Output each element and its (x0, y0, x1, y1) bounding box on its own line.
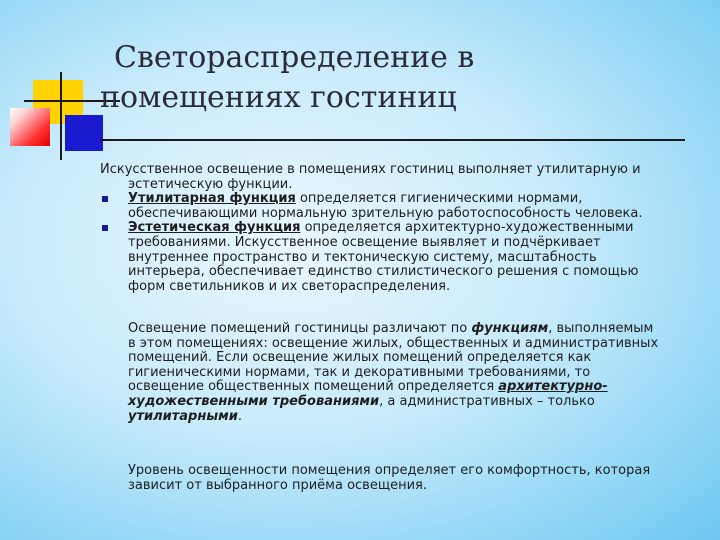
title-underline (100, 139, 685, 141)
decor-blue-square (65, 115, 103, 151)
bullet-2-line-2: требованиями. Искусственное освещение выявляет и подчёркивает (128, 234, 601, 250)
bullet-2-text: определяется архитектурно-художественными (300, 220, 634, 236)
comfort-paragraph (122, 464, 697, 493)
para2-line-3: помещений. Если освещение жилых помещений определяется как (128, 350, 592, 366)
para2-emph-art-req: художественными требованиями (128, 393, 380, 409)
para2-line-2: в этом помещениях: освещение жилых, общественных и административных (128, 335, 659, 351)
decor-red-square (10, 108, 50, 146)
intro-paragraph (100, 163, 700, 192)
bullet-1-line-2: обеспечивающими нормальную зрительную работоспособность человека. (128, 205, 643, 221)
lighting-functions-paragraph (122, 322, 697, 424)
para2-line-5a: освещение общественных помещений определяется (128, 379, 499, 395)
intro-line-1: Искусственное освещение в помещениях гостиниц выполняет утилитарную и (100, 162, 641, 177)
para2-line-6b: , а административных – только (379, 393, 595, 409)
decor-vertical-line (60, 72, 62, 160)
para2-line-7b: . (237, 408, 242, 424)
body-text (100, 163, 700, 294)
bullet-1-text: определяется гигиеническими нормами, (295, 191, 583, 207)
term-utilitarian: Утилитарная функция (128, 191, 296, 207)
para3-line-1: Уровень освещенности помещения определяет его комфортность, которая (128, 463, 651, 478)
bullet-2-line-5: форм светильников и их светораспределения. (128, 278, 451, 294)
bullet-2-line-4: интерьера, обеспечивает единство стилистического решения с помощью (128, 264, 639, 280)
list-item-aesthetic (100, 221, 700, 294)
title-line-1: Светораспределение в (114, 40, 475, 75)
para2-emph-functions: функциям (471, 321, 549, 336)
para2-emph-utilitarian: утилитарными (128, 408, 238, 424)
para2-line-1a: Освещение помещений гостиницы различают по (128, 321, 472, 336)
bullet-icon (102, 196, 108, 202)
slide-title (100, 38, 660, 118)
bullet-icon (102, 225, 108, 231)
term-aesthetic: Эстетическая функция (128, 220, 301, 236)
para3-line-2: зависит от выбранного приёма освещения. (128, 477, 427, 493)
intro-line-2: эстетическую функции. (128, 176, 293, 192)
para2-line-1c: , выполняемым (548, 321, 654, 336)
function-list (100, 192, 700, 294)
para2-emph-arch: архитектурно- (498, 379, 608, 395)
list-item-utilitarian (100, 192, 700, 221)
bullet-2-line-3: внутреннее пространство и тектоническую систему, масштабность (128, 249, 597, 265)
para2-line-4: гигиеническими нормами, так и декоративными требованиями, то (128, 364, 591, 380)
title-line-2: помещениях гостиниц (100, 80, 457, 115)
